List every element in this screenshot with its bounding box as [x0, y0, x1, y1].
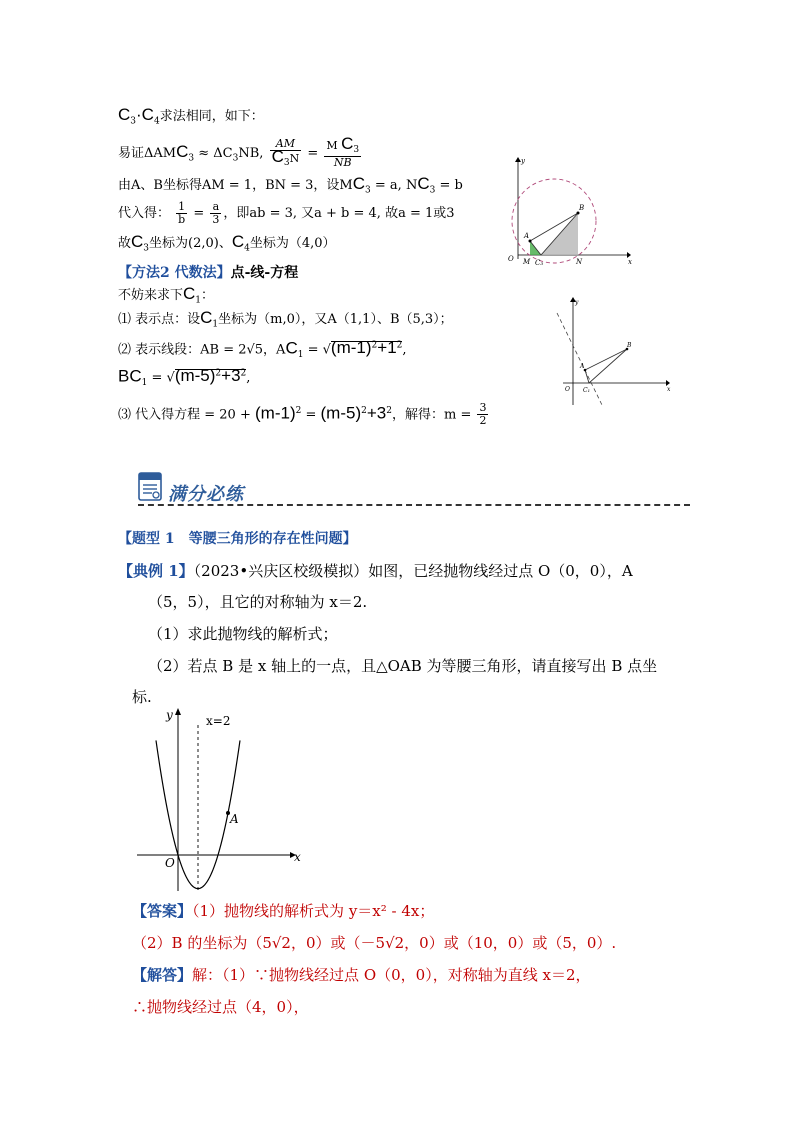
fig2-label-c1: C₁ [583, 387, 590, 394]
line-substitute: 代入得： $\frac{1}{b}$ = $\frac{a}{3}$ ，即ab = 3, 又a + b = 4, 故a = 1或3 [118, 200, 455, 226]
method2-bc1: $BC_1 = √(m-5)^2+3^2$, [118, 366, 251, 388]
fig1-label-y: y [521, 157, 525, 165]
example-line2: （5，5），且它的对称轴为 x＝2. [148, 593, 368, 611]
fig1-label-m: M [523, 258, 531, 265]
method2-title: 【方法2 代数法】点-线-方程 [118, 265, 299, 281]
figure-parabola [132, 705, 312, 895]
method2-step3: ⑶ 代入得方程 = $20 + (m-1)^2 = (m-5)^2+3^2$，解得：m = $\frac{3}{2}$ [118, 401, 487, 428]
fig1-label-o: O [508, 255, 514, 263]
line-similar: 易证$\Delta AMC_3 \approx \Delta C_3NB$, $\frac{AM}{C_3N}$ = $\frac{M C_3}{NB}$ [118, 134, 360, 170]
figure-circle-geometry [488, 155, 638, 265]
fig2-label-o: O [565, 386, 570, 393]
example-line1: 【典例 1】（2023•兴庆区校级模拟）如图，已经抛物线经过点 O（0，0），A [118, 562, 633, 580]
example-q2-cont: 标. [132, 688, 152, 706]
method2-step1: ⑴ 表示点：设$C_1$坐标为（m,0），又A（1,1）、B（5,3）； [118, 308, 453, 330]
figure-perpendicular-bisector [545, 295, 675, 415]
notebook-icon [138, 472, 164, 502]
fig3-label-x: x [294, 850, 301, 864]
fig1-label-x: x [628, 258, 632, 265]
fig3-label-y: y [166, 708, 173, 722]
section-banner [138, 472, 690, 510]
answer-line2: （2）B 的坐标为（5√2，0）或（－5√2，0）或（10，0）或（5，0）. [132, 934, 617, 952]
banner-dashed-line [138, 504, 690, 506]
line-coords: 由A、B坐标得AM = 1，BN = 3，设$MC_3 = a$, $NC_3 = b$ [118, 174, 463, 196]
fig2-label-x: x [667, 386, 671, 393]
type1-heading: 【题型 1 等腰三角形的存在性问题】 [118, 531, 357, 547]
banner-title: 满分必练 [168, 484, 244, 505]
fig2-label-b: B [627, 342, 632, 349]
line-result: 故$C_3$坐标为(2,0)、$C_4$坐标为（4,0） [118, 232, 336, 254]
fig1-label-a: A [524, 232, 530, 240]
fig1-label-n: N [576, 258, 583, 265]
method2-step2: ⑵ 表示线段：AB = 2√5，$AC_1 = √(m-1)^2+1^2$, [118, 338, 407, 360]
example-q2: （2）若点 B 是 x 轴上的一点，且△OAB 为等腰三角形，请直接写出 B 点坐 [148, 657, 658, 675]
solution-line1: 【解答】解：（1）∵抛物线经过点 O（0，0），对称轴为直线 x＝2， [132, 966, 591, 984]
solution-line2: ∴抛物线经过点（4，0）， [132, 998, 309, 1016]
fig3-label-o: O [165, 856, 175, 870]
fig2-label-y: y [575, 299, 579, 306]
example-q1: （1）求此抛物线的解析式； [148, 625, 338, 643]
method2-intro: 不妨来求下$C_1$： [118, 284, 215, 306]
fig1-label-c3: C₃ [535, 259, 544, 265]
answer-line1: 【答案】（1）抛物线的解析式为 y＝x² - 4x； [132, 902, 435, 920]
fig3-label-x2: x=2 [206, 714, 231, 728]
fig2-label-a: A [580, 363, 585, 370]
line-c3c4: $C_3\cdot C_4$求法相同，如下： [118, 105, 264, 127]
fig1-label-b: B [579, 204, 585, 212]
fig3-label-a: A [230, 812, 239, 826]
